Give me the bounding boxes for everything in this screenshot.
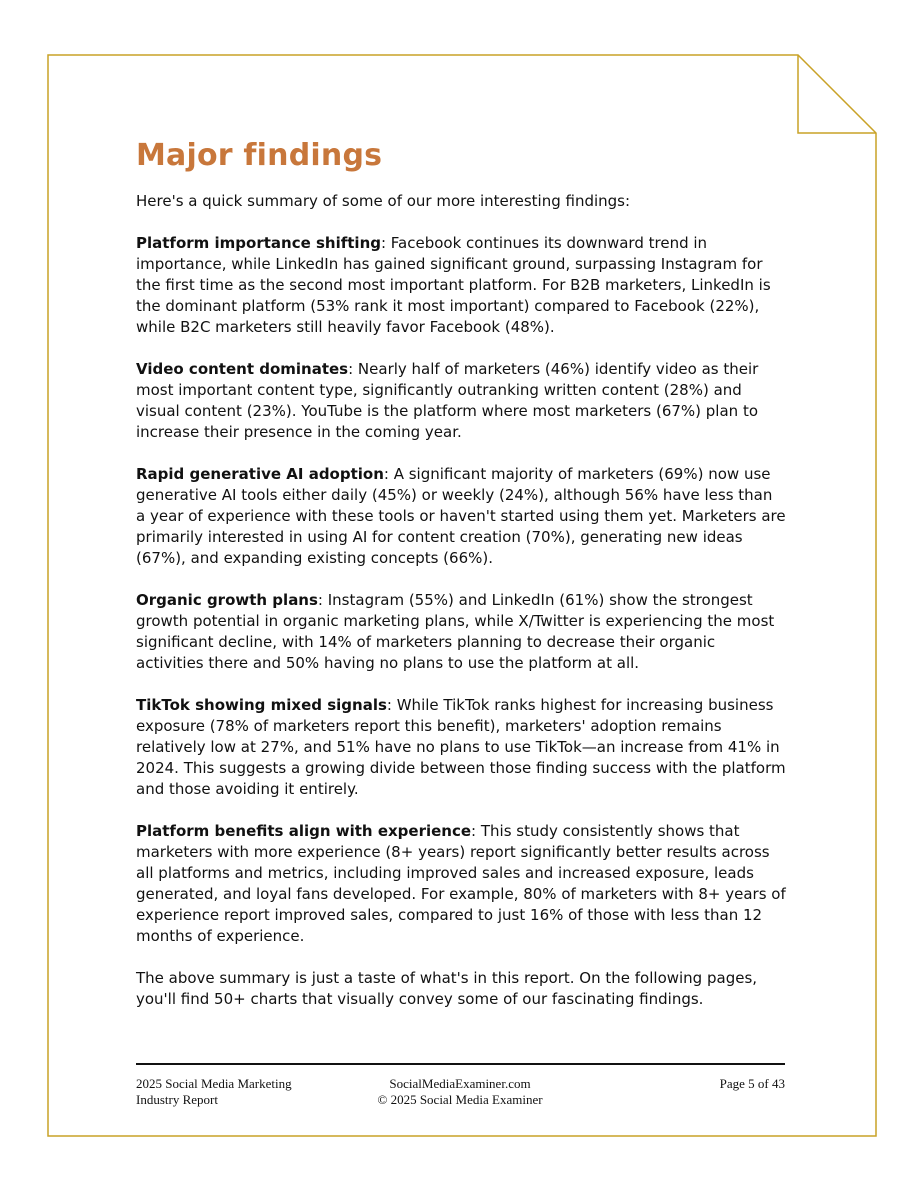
finding-title: Video content dominates xyxy=(136,360,349,378)
finding-title: Rapid generative AI adoption xyxy=(136,465,384,483)
footer-report-title-line2: Industry Report xyxy=(136,1092,218,1107)
finding-generative-ai xyxy=(136,464,786,569)
finding-experience xyxy=(136,821,786,947)
footer-report-title xyxy=(136,1076,336,1108)
finding-text: : This study consistently shows that marketers with more experience (8+ years) report significantly better results across all platforms and metrics, including improved sales and increased exposure, leads generated, and loyal fans developed. For example, 80% of marketers with 8+ years of experience report improved sales, compared to just 16% of those with less than 12 months of experience. xyxy=(136,822,786,945)
finding-text: : Nearly half of marketers (46%) identify video as their most important content type, significantly outranking written content (28%) and visual content (23%). YouTube is the platform where most marketers (67%) plan to increase their presence in the coming year. xyxy=(136,360,759,441)
footer-report-title-line1: 2025 Social Media Marketing xyxy=(136,1076,292,1091)
finding-text: : Instagram (55%) and LinkedIn (61%) show the strongest growth potential in organic marketing plans, while X/Twitter is experiencing the most significant decline, with 14% of marketers planning to decrease their organic activities there and 50% having no plans to use the platform at all. xyxy=(136,591,775,672)
footer-site-url: SocialMediaExaminer.com xyxy=(389,1076,531,1091)
footer-divider xyxy=(136,1063,785,1065)
finding-platform-importance xyxy=(136,233,786,338)
finding-tiktok xyxy=(136,695,786,800)
footer-copyright: © 2025 Social Media Examiner xyxy=(377,1092,543,1107)
closing-paragraph: The above summary is just a taste of what's in this report. On the following pages, you'll find 50+ charts that visually convey some of our fascinating findings. xyxy=(136,969,758,1008)
finding-text: : Facebook continues its downward trend in importance, while LinkedIn has gained significant ground, surpassing Instagram for the first time as the second most important platform. For B2B marketers, LinkedIn is the dominant platform (53% rank it most important) compared to Facebook (22%), while B2C marketers still heavily favor Facebook (48%). xyxy=(136,234,771,336)
finding-title: Platform importance shifting xyxy=(136,234,381,252)
intro-paragraph: Here's a quick summary of some of our more interesting findings: xyxy=(136,192,631,210)
main-content xyxy=(136,132,786,1010)
finding-text: : While TikTok ranks highest for increasing business exposure (78% of marketers report this benefit), marketers' adoption remains relatively low at 27%, and 51% have no plans to use TikTok—an increase from 41% in 2024. This suggests a growing divide between those finding success with the platform and those avoiding it entirely. xyxy=(136,696,786,798)
finding-title: Platform benefits align with experience xyxy=(136,822,472,840)
finding-organic-growth xyxy=(136,590,786,674)
page-number: Page 5 of 43 xyxy=(719,1076,785,1091)
finding-title: Organic growth plans xyxy=(136,591,318,609)
finding-video-content xyxy=(136,359,786,443)
finding-title: TikTok showing mixed signals xyxy=(136,696,387,714)
finding-text: : A significant majority of marketers (69%) now use generative AI tools either daily (45%) or weekly (24%), although 56% have less than a year of experience with these tools or haven't started using them yet. Marketers are primarily interested in using AI for content creation (70%), generating new ideas (67%), and expanding existing concepts (66%). xyxy=(136,465,786,567)
page-title: Major findings xyxy=(136,138,383,173)
footer-site xyxy=(336,1076,584,1108)
